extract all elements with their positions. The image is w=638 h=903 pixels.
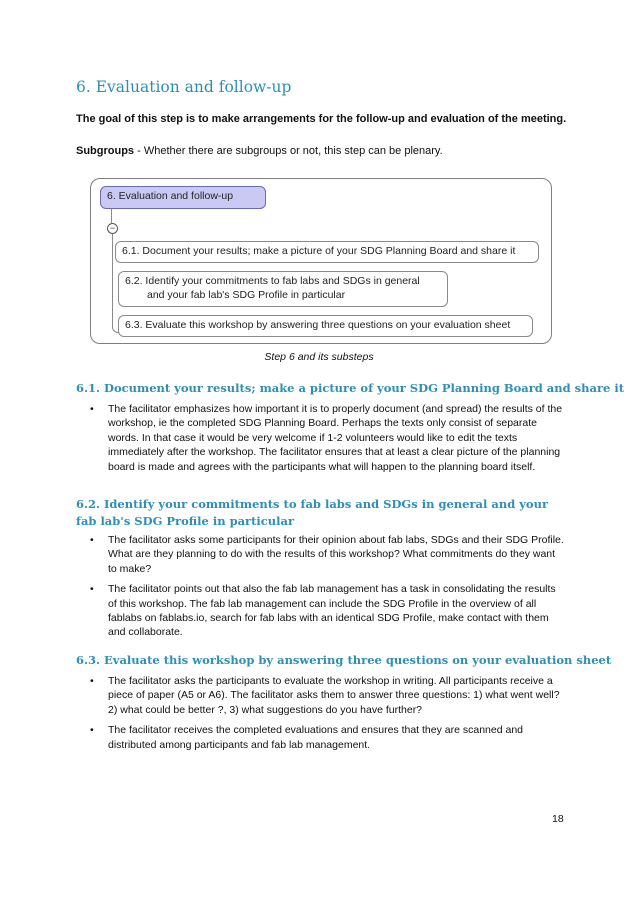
bullet-icon: • bbox=[90, 403, 94, 415]
mindmap-node-6-3: 6.3. Evaluate this workshop by answering three questions on your evaluation sheet bbox=[118, 315, 533, 337]
mindmap-node-6-2 bbox=[118, 271, 448, 307]
bullet-icon: • bbox=[90, 675, 94, 687]
subgroups-text: - Whether there are subgroups or not, this step can be plenary. bbox=[134, 145, 443, 157]
page-number: 18 bbox=[552, 813, 564, 825]
subgroups-paragraph bbox=[76, 145, 443, 157]
bullet-icon: • bbox=[90, 583, 94, 596]
subsection-heading-6-1: 6.1. Document your results; make a picture of your SDG Planning Board and share it bbox=[76, 381, 625, 395]
mindmap-root-node: 6. Evaluation and follow-up bbox=[100, 186, 266, 209]
bullet-list-6-1 bbox=[76, 402, 566, 480]
figure-caption: Step 6 and its substeps bbox=[264, 351, 374, 363]
collapse-icon[interactable]: − bbox=[107, 223, 118, 234]
mindmap-node-6-2-line2: and your fab lab's SDG Profile in particular bbox=[147, 289, 346, 301]
list-item: • The facilitator receives the completed evaluations and ensures that they are scanned and distributed among participants and fab lab management. bbox=[90, 724, 524, 751]
list-item: • The facilitator asks the participants to evaluate the workshop in writing. All participants receive a piece of paper (A5 or A6). The facilitator asks them to answer three questions: 1) what went well? 2) what could be better ?, 3) what suggestions do you have further? bbox=[90, 675, 560, 716]
mindmap-connector bbox=[111, 209, 112, 223]
bullet-icon: • bbox=[90, 534, 94, 546]
list-item: • The facilitator asks some participants for their opinion about fab labs, SDGs and their SDG Profile. What are they planning to do with the results of this workshop? What commitments do they want to make? bbox=[90, 534, 564, 575]
section-heading: 6. Evaluation and follow-up bbox=[76, 78, 292, 96]
subsection-heading-6-3: 6.3. Evaluate this workshop by answering three questions on your evaluation sheet bbox=[76, 653, 612, 667]
bullet-list-6-3 bbox=[76, 674, 566, 758]
subsection-heading-6-2: 6.2. Identify your commitments to fab labs and SDGs in general and your fab lab's SDG Profile in particular bbox=[76, 497, 549, 528]
mindmap-node-6-2-line1: 6.2. Identify your commitments to fab labs and SDGs in general bbox=[125, 275, 420, 287]
subgroups-label: Subgroups bbox=[76, 145, 135, 157]
list-item: • The facilitator points out that also the fab lab management has a task in consolidating the results of this workshop. The fab lab management can include the SDG Profile in the overview of all fablabs on fablabs.io, search for fab labs with an identical SDG Profile, make contact with them and collaborate. bbox=[90, 583, 556, 639]
bullet-icon: • bbox=[90, 724, 94, 737]
mindmap-node-6-1: 6.1. Document your results; make a picture of your SDG Planning Board and share it bbox=[115, 241, 539, 263]
bullet-list-6-2 bbox=[76, 533, 566, 646]
lead-paragraph: The goal of this step is to make arrangements for the follow-up and evaluation of the meeting. bbox=[76, 113, 567, 125]
mindmap-figure bbox=[90, 178, 552, 344]
list-item: • The facilitator emphasizes how important it is to properly document (and spread) the results of the workshop, ie the completed SDG Planning Board. Perhaps the texts only consist of separate words. In that case it would be very welcome if 1-2 volunteers would like to edit the texts immediately after the workshop. The facilitator ensures that at least a clear picture of the planning board is made and agrees with the participants what will happen to the planning board itself. bbox=[90, 403, 563, 473]
